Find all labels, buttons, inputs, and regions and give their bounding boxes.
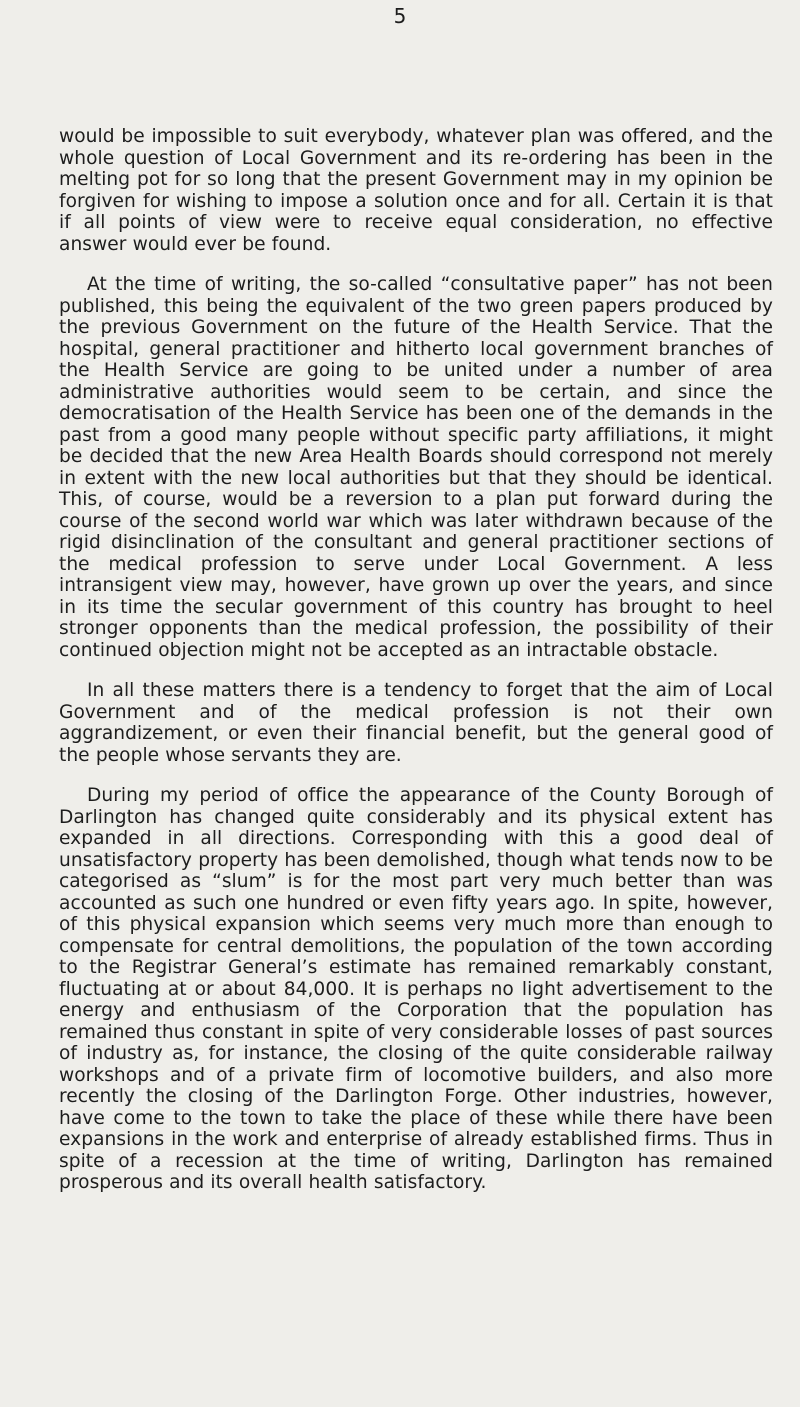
page-number: 5 xyxy=(393,4,407,28)
paragraph-3: In all these matters there is a tendency to forget that the aim of Local Government and of the medical profession is not their own aggrandizement, or even their financial benefit, but the general good of the people whose servants they are. xyxy=(59,680,773,766)
paragraph-1: would be impossible to suit everybody, whatever plan was offered, and the whole question of Local Government and its re-ordering has been in the melting pot for so long that the present Government may in my opinion be forgiven for wishing to impose a solution once and for all. Certain it is that if all points of view were to receive equal consideration, no effective answer would ever be found. xyxy=(59,126,773,255)
paragraph-4: During my period of office the appearance of the County Borough of Darlington has changed quite considerably and its physical extent has expanded in all directions. Corresponding with this a good deal of unsatisfactory property has been demolished, though what tends now to be categorised as “slum” is for the most part very much better than was accounted as such one hundred or even fifty years ago. In spite, however, of this physical expansion which seems very much more than enough to compensate for central demolitions, the population of the town according to the Registrar General’s estimate has remained remarkably constant, fluctuating at or about 84,000. It is perhaps no light advertisement to the energy and enthusiasm of the Corporation that the population has remained thus constant in spite of very considerable losses of past sources of industry as, for instance, the closing of the quite considerable railway workshops and of a private firm of locomotive builders, and also more recently the closing of the Darlington Forge. Other industries, however, have come to the town to take the place of these while there have been expansions in the work and enterprise of already established firms. Thus in spite of a recession at the time of writing, Darlington has remained prosperous and its overall health satisfactory. xyxy=(59,785,773,1193)
paragraph-2: At the time of writing, the so-called “consultative paper” has not been published, this being the equivalent of the two green papers produced by the previous Government on the future of the Health Service. That the hospital, general practitioner and hitherto local government branches of the Health Service are going to be united under a number of area administrative authorities would seem to be certain, and since the democratisation of the Health Service has been one of the demands in the past from a good many people without specific party affiliations, it might be decided that the new Area Health Boards should correspond not merely in extent with the new local authorities but that they should be identical. This, of course, would be a reversion to a plan put forward during the course of the second world war which was later withdrawn because of the rigid disinclination of the consultant and general practitioner sections of the medical profession to serve under Local Government. A less intransigent view may, however, have grown up over the years, and since in its time the secular government of this country has brought to heel stronger opponents than the medical profession, the possibility of their continued objection might not be accepted as an intractable obstacle. xyxy=(59,274,773,661)
body-text xyxy=(59,100,773,1213)
